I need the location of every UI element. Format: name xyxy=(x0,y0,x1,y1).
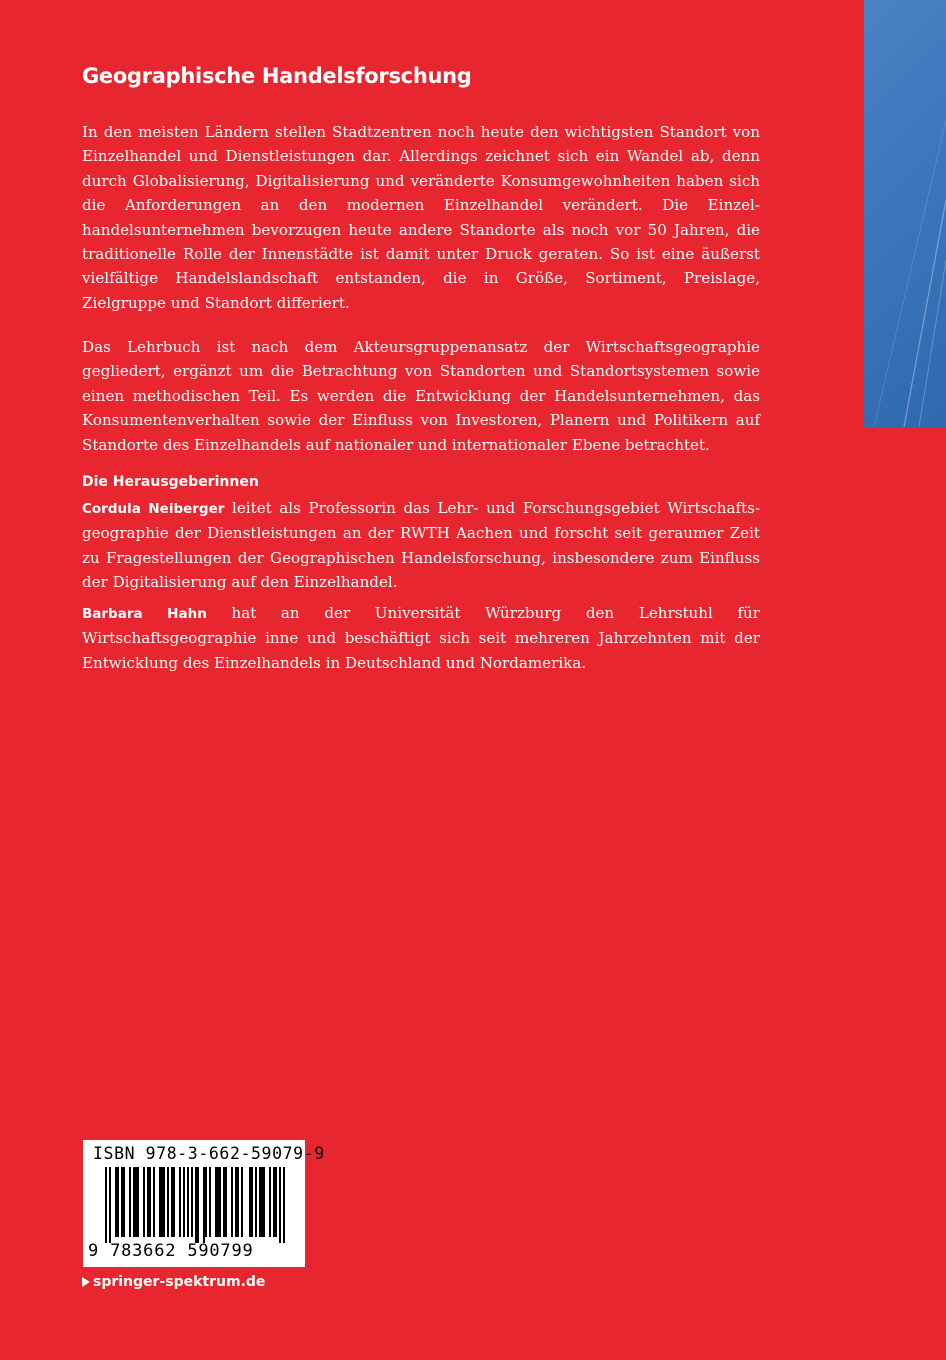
barcode-bar xyxy=(279,1167,281,1243)
barcode-bar xyxy=(135,1167,137,1237)
barcode-bar xyxy=(195,1167,197,1243)
editor-bio-hahn xyxy=(82,601,760,675)
barcode-bar xyxy=(261,1167,263,1237)
barcode-bar xyxy=(179,1167,181,1237)
barcode-bar xyxy=(121,1167,123,1237)
barcode-bar xyxy=(171,1167,173,1237)
barcode-bar xyxy=(255,1167,257,1237)
barcode-bar xyxy=(153,1167,155,1237)
barcode-bar xyxy=(241,1167,243,1237)
barcode-bar xyxy=(237,1167,239,1237)
barcode-bar xyxy=(215,1167,217,1237)
barcode-bar xyxy=(129,1167,131,1237)
barcode-bar xyxy=(225,1167,227,1237)
barcode-bar xyxy=(203,1167,205,1243)
barcode-bar xyxy=(115,1167,117,1237)
editor-bio-neiberger xyxy=(82,496,760,595)
barcode-bar xyxy=(123,1167,125,1237)
barcode-bar xyxy=(105,1167,107,1243)
barcode-bar xyxy=(235,1167,237,1237)
barcode-bar xyxy=(187,1167,189,1237)
cover-side-band xyxy=(864,0,946,427)
book-title: Geographische Handelsforschung xyxy=(82,64,472,88)
arrow-right-icon xyxy=(82,1277,90,1287)
barcode-bar xyxy=(273,1167,275,1237)
barcode-bar xyxy=(163,1167,165,1237)
editor-bio-text: hat an der Universität Würzburg den Lehrstuhl für Wirtschaftsgeographie inne und beschäftigt sich seit mehreren Jahrzehnten mit der Entwicklung des Einzelhandels in Deutschland und Nordamerika. xyxy=(82,604,760,672)
description-paragraph-1: In den meisten Ländern stellen Stadtzentren noch heute den wichtigsten Standort von Einzelhandel und Dienstleistungen dar. Allerdings zeichnet sich ein Wandel ab, denn durch Globalisierung, Digitalisierung und veränderte Konsumgewohnheiten haben sich die Anforderungen an den modernen Einzelhandel verändert. Die Einzelhandelsunternehmen bevorzugen heute andere Standorte als noch vor 50 Jahren, die traditionelle Rolle der Innenstädte ist damit unter Druck geraten. So ist eine äußerst vielfältige Handelslandschaft entstanden, die in Größe, Sortiment, Preislage, Zielgruppe und Standort differiert. xyxy=(82,123,760,312)
barcode-bar xyxy=(137,1167,139,1237)
barcode-bar xyxy=(209,1167,211,1237)
barcode-bar xyxy=(161,1167,163,1237)
barcode-bar xyxy=(275,1167,277,1237)
barcode-bar xyxy=(269,1167,271,1237)
barcode-bar xyxy=(223,1167,225,1237)
editors-heading: Die Herausgeberinnen xyxy=(82,474,259,490)
barcode-bar xyxy=(117,1167,119,1237)
barcode-bar xyxy=(217,1167,219,1237)
barcode-bar xyxy=(109,1167,111,1243)
description-paragraph-2: Das Lehrbuch ist nach dem Akteursgruppenansatz der Wirtschaftsgeographie gegliedert, ergänzt um die Betrachtung von Standorten und Standortsystemen sowie einen methodischen Teil. Es werden die Entwicklung der Handelsunternehmen, das Konsumentenverhalten sowie der Einfluss von Investoren, Planern und Politikern auf Standorte des Einzelhandels auf nationaler und internationaler Ebene betrachtet. xyxy=(82,338,760,454)
barcode-bar xyxy=(133,1167,135,1237)
editor-bio-text: leitet als Professorin das Lehr- und Forschungsgebiet Wirtschaftsgeographie der Dienstleistungen an der RWTH Aachen und forscht seit geraumer Zeit zu Fragestellungen der Geographischen Handelsforschung, insbesondere zum Einfluss der Digitalisierung auf den Einzelhandel. xyxy=(82,499,761,592)
barcode-bar xyxy=(147,1167,149,1237)
barcode-bar xyxy=(249,1167,251,1237)
barcode-bar xyxy=(197,1167,199,1243)
barcode-bar xyxy=(167,1167,169,1237)
barcode-bar xyxy=(231,1167,233,1237)
side-band-light-streaks xyxy=(864,0,946,427)
barcode-bar xyxy=(205,1167,207,1237)
barcode-bar xyxy=(259,1167,261,1237)
isbn-barcode xyxy=(83,1140,325,1267)
barcode-bar xyxy=(283,1167,285,1243)
barcode-bar xyxy=(219,1167,221,1237)
barcode-bar xyxy=(251,1167,253,1237)
editor-name: Barbara Hahn xyxy=(82,606,207,622)
barcode-bar xyxy=(149,1167,151,1237)
publisher-website[interactable] xyxy=(82,1274,265,1290)
barcode-bar xyxy=(173,1167,175,1237)
editor-name: Cordula Neiberger xyxy=(82,501,225,517)
barcode-bar xyxy=(191,1167,193,1237)
barcode-bar xyxy=(183,1167,185,1237)
barcode-bar xyxy=(143,1167,145,1237)
ean-digits: 9 783662 590799 xyxy=(88,1241,254,1261)
isbn-label: ISBN 978-3-662-59079-9 xyxy=(93,1144,325,1163)
barcode-bar xyxy=(159,1167,161,1237)
website-label: springer-spektrum.de xyxy=(93,1274,266,1290)
barcode-bar xyxy=(263,1167,265,1237)
